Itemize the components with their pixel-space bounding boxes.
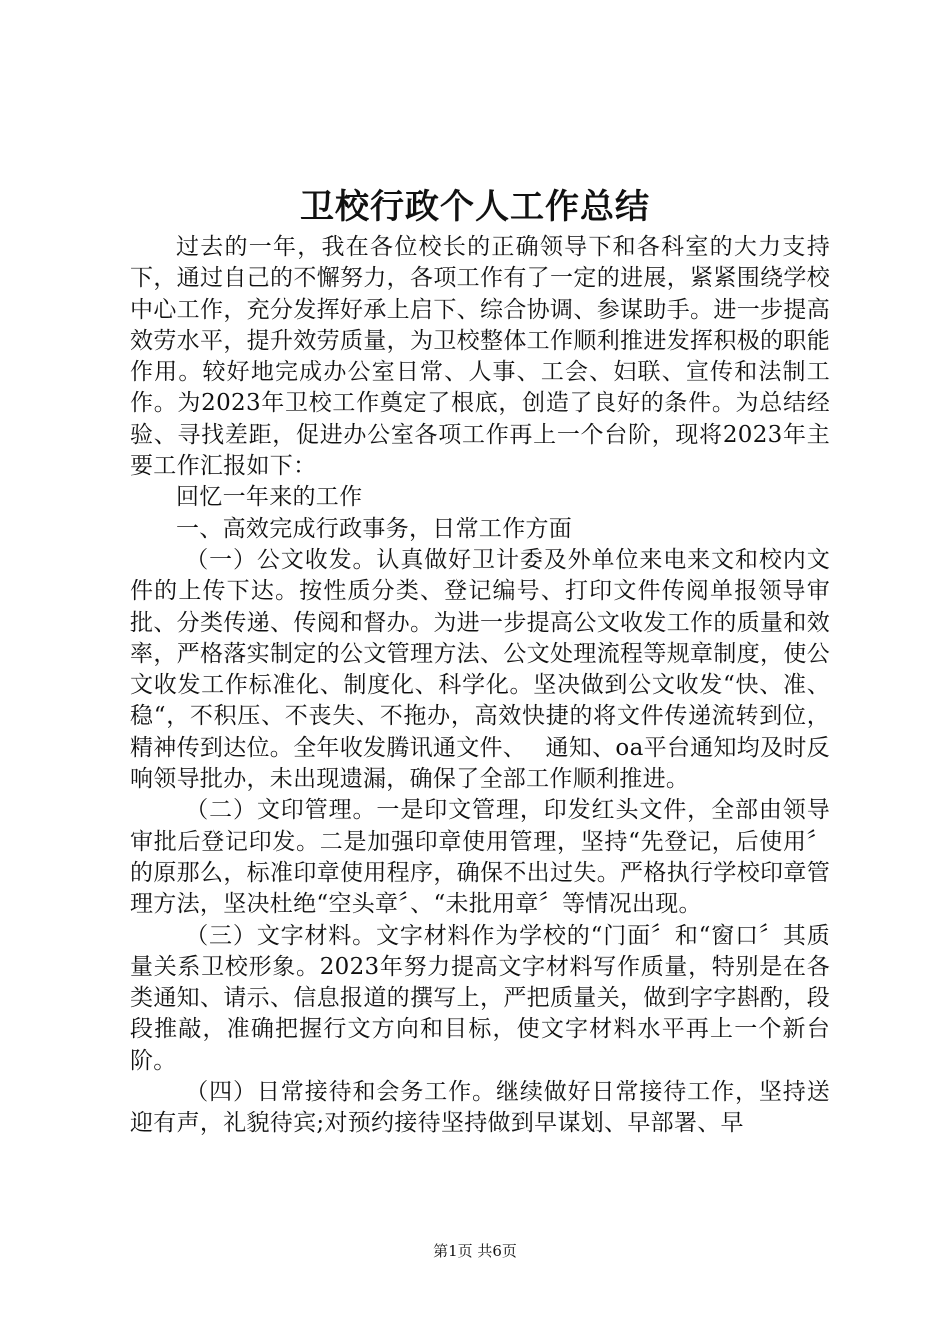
document-title: 卫校行政个人工作总结	[300, 187, 650, 227]
subsection-heading: 一、高效完成行政事务，日常工作方面	[176, 515, 573, 542]
section-heading: 回忆一年来的工作	[176, 484, 363, 511]
document-body	[130, 232, 830, 1140]
item-paragraph-1: （一）公文收发。认真做好卫计委及外单位来电来文和校内文件的上传下达。按性质分类、登记编号、打印文件传阅单报领导审批、分类传递、传阅和督办。为进一步提高公文收发工作的质量和效率，严格落实制定的公文管理方法、公文处理流程等规章制度，使公文收发工作标准化、制度化、科学化。坚决做到公文收发“快、准、稳“，不积压、不丧失、不拖办，高效快捷的将文件传递流转到位，精神传到达位。全年收发腾讯通文件、 通知、oa平台通知均及时反响领导批办，未出现遗漏，确保了全部工作顺利推进。	[130, 546, 830, 793]
item-paragraph-4: （四）日常接待和会务工作。继续做好日常接待工作，坚持送迎有声，礼貌待宾;对预约接待坚持做到早谋划、早部署、早	[130, 1079, 830, 1137]
item-paragraph-2: （二）文印管理。一是印文管理，印发红头文件，全部由领导审批后登记印发。二是加强印章使用管理，坚持“先登记，后使用〞的原那么，标准印章使用程序，确保不出过失。严格执行学校印章管理方法，坚决杜绝“空头章〞、“未批用章〞等情况出现。	[130, 797, 830, 918]
page-number: 第1页 共6页	[433, 1242, 517, 1260]
item-paragraph-3: （三）文字材料。文字材料作为学校的“门面〞和“窗口〞其质量关系卫校形象。2023年努力提高文字材料写作质量，特别是在各类通知、请示、信息报道的撰写上，严把质量关，做到字字斟酌，段段推敲，准确把握行文方向和目标，使文字材料水平再上一个新台阶。	[130, 922, 830, 1074]
intro-paragraph: 过去的一年，我在各位校长的正确领导下和各科室的大力支持下，通过自己的不懈努力，各项工作有了一定的进展，紧紧围绕学校中心工作，充分发挥好承上启下、综合协调、参谋助手。进一步提高效劳水平，提升效劳质量，为卫校整体工作顺利推进发挥积极的职能作用。较好地完成办公室日常、人事、工会、妇联、宣传和法制工作。为2023年卫校工作奠定了根底，创造了良好的条件。为总结经验、寻找差距，促进办公室各项工作再上一个台阶，现将2023年主要工作汇报如下：	[130, 234, 830, 480]
